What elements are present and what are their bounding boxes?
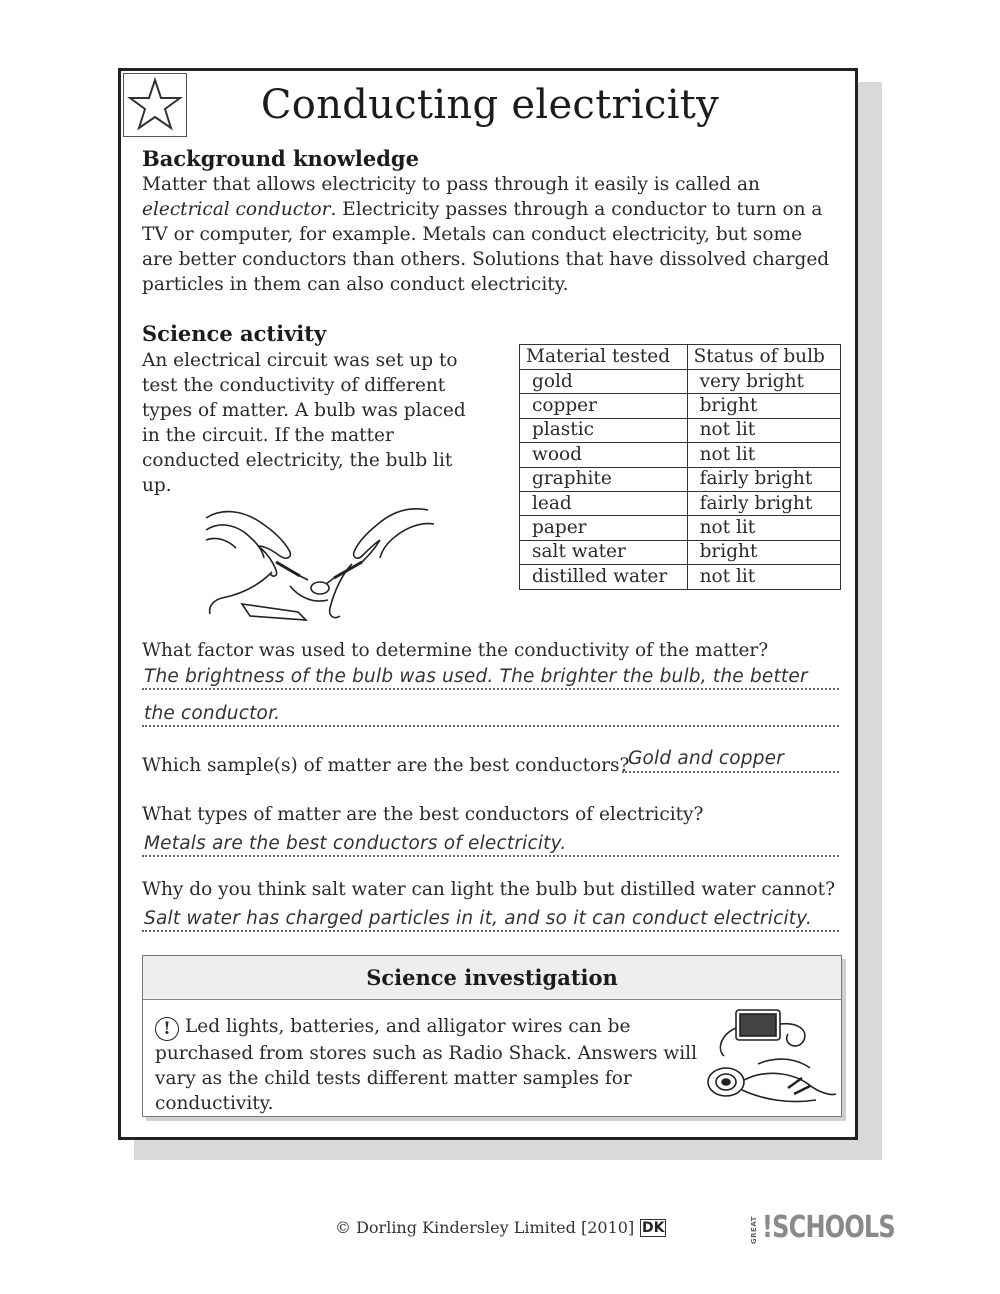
investigation-heading: Science investigation xyxy=(143,956,841,1000)
status-cell: not lit xyxy=(687,418,840,442)
dk-logo: DK xyxy=(642,1220,665,1236)
answer-line xyxy=(142,688,839,690)
background-heading: Background knowledge xyxy=(142,146,419,171)
table-header-row xyxy=(520,345,841,370)
answer-line xyxy=(142,930,839,932)
question-2: Which sample(s) of matter are the best conductors? xyxy=(142,755,630,776)
table-row xyxy=(520,491,841,515)
investigation-box xyxy=(142,955,842,1117)
greatschools-logo-small: GREAT xyxy=(750,1216,758,1245)
answer-3: Metals are the best conductors of electricity. xyxy=(144,833,567,854)
table-row xyxy=(520,565,841,589)
material-cell: paper xyxy=(520,516,688,540)
answer-1-line-2: the conductor. xyxy=(144,703,281,724)
table-row xyxy=(520,370,841,394)
material-cell: distilled water xyxy=(520,565,688,589)
exclamation-icon: ! xyxy=(155,1017,179,1041)
copyright-text: © Dorling Kindersley Limited [2010] xyxy=(335,1218,635,1237)
question-3: What types of matter are the best conductors of electricity? xyxy=(142,804,704,825)
background-text: Matter that allows electricity to pass through it easily is called an electrical conductor. Electricity passes through a conductor to turn on a TV or computer, for example. Metals can conduct electricity, but some are better conductors than others. Solutions that have dissolved charged particles in them can also conduct electricity. xyxy=(142,174,830,295)
answer-1-line-1: The brightness of the bulb was used. The brighter the bulb, the better xyxy=(144,666,808,687)
header-material: Material tested xyxy=(520,345,688,370)
answer-4: Salt water has charged particles in it, and so it can conduct electricity. xyxy=(144,908,813,929)
question-4: Why do you think salt water can light the bulb but distilled water cannot? xyxy=(142,879,836,900)
page-title: Conducting electricity xyxy=(260,82,720,128)
star-badge xyxy=(123,73,187,137)
table-row xyxy=(520,516,841,540)
status-cell: not lit xyxy=(687,565,840,589)
answer-2: Gold and copper xyxy=(628,748,785,769)
status-cell: bright xyxy=(687,394,840,418)
activity-text: An electrical circuit was set up to test the conductivity of different types of matter. A bulb was placed in the circuit. If the matter conducted electricity, the bulb lit up. xyxy=(142,350,466,496)
table-row xyxy=(520,540,841,564)
material-cell: wood xyxy=(520,443,688,467)
status-cell: not lit xyxy=(687,443,840,467)
question-1: What factor was used to determine the conductivity of the matter? xyxy=(142,640,769,661)
material-cell: salt water xyxy=(520,540,688,564)
results-table xyxy=(519,344,841,590)
greatschools-logo: !SCHOOLS xyxy=(762,1210,895,1245)
circuit-test-illustration xyxy=(202,500,438,626)
table-row xyxy=(520,443,841,467)
material-cell: lead xyxy=(520,491,688,515)
material-cell: copper xyxy=(520,394,688,418)
table-row xyxy=(520,467,841,491)
status-cell: fairly bright xyxy=(687,491,840,515)
star-icon xyxy=(124,74,186,136)
status-cell: not lit xyxy=(687,516,840,540)
status-cell: very bright xyxy=(687,370,840,394)
investigation-text: ! Led lights, batteries, and alligator wires can be purchased from stores such as Radio Shack. Answers will vary as the child tests different matter samples for conductivity. xyxy=(155,1016,697,1114)
answer-line xyxy=(142,855,839,857)
answer-line xyxy=(622,771,839,773)
material-cell: gold xyxy=(520,370,688,394)
table-row xyxy=(520,394,841,418)
activity-heading: Science activity xyxy=(142,321,327,346)
battery-wires-illustration xyxy=(698,1004,838,1114)
answer-line xyxy=(142,725,839,727)
header-status: Status of bulb xyxy=(687,345,840,370)
status-cell: bright xyxy=(687,540,840,564)
table-row xyxy=(520,418,841,442)
material-cell: plastic xyxy=(520,418,688,442)
status-cell: fairly bright xyxy=(687,467,840,491)
material-cell: graphite xyxy=(520,467,688,491)
